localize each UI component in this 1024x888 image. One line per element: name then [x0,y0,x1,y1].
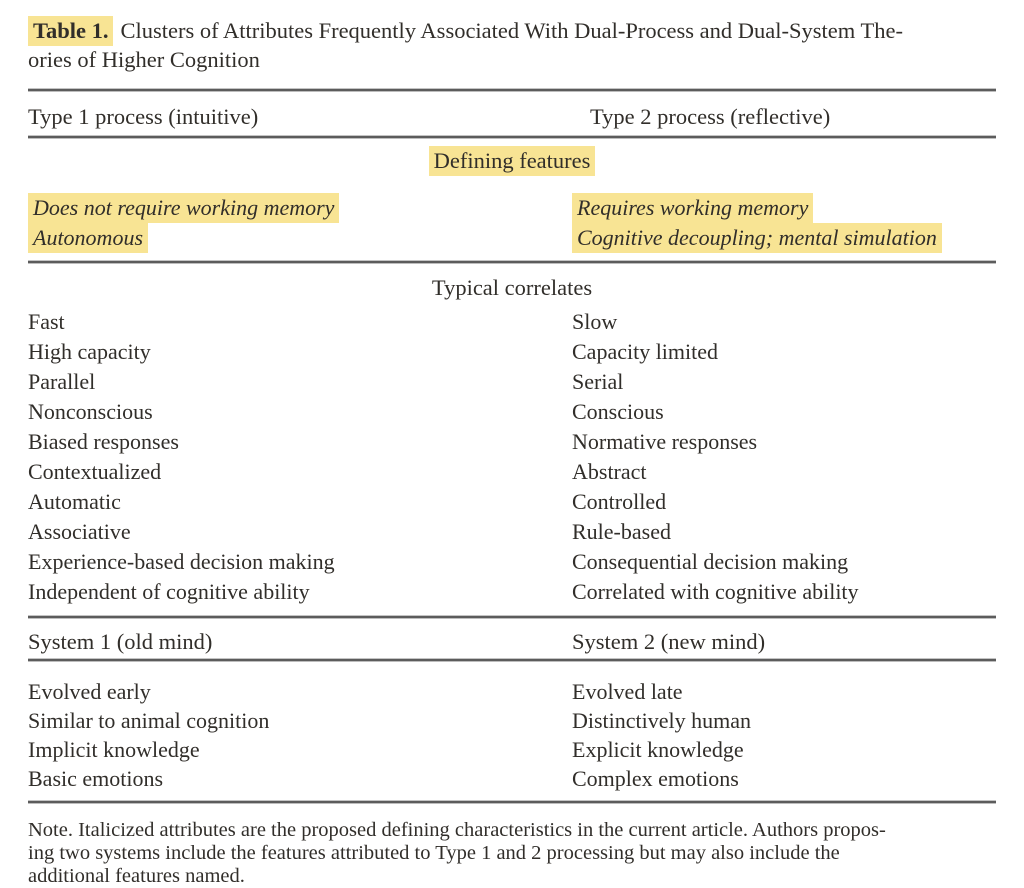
column-header-type2: Type 2 process (reflective) [590,104,831,129]
type2-cell: Capacity limited [572,339,719,364]
attribute-row [28,397,996,427]
attribute-row [28,487,996,517]
type1-cell: Automatic [28,489,121,514]
type2-cell: Abstract [572,459,647,484]
type2-cell: Conscious [572,399,664,424]
type1-cell: Nonconscious [28,399,153,424]
note-line-1: Note. Italicized attributes are the proposed defining characteristics in the current article. Authors propos- [28,819,886,841]
system1-cell: Basic emotions [28,766,164,791]
system-header-row [28,618,996,654]
attribute-row [28,427,996,457]
type2-cell: Cognitive decoupling; mental simulation [572,223,996,253]
type2-cell: Consequential decision making [572,549,849,574]
table-note [28,819,996,888]
section-header-defining-features [28,148,996,173]
type2-cell: Requires working memory [572,193,996,223]
type2-cell: Serial [572,369,624,394]
type1-cell: Fast [28,309,65,334]
attribute-row [28,337,996,367]
caption-line-1: Clusters of Attributes Frequently Associated With Dual-Process and Dual-System The- [120,18,903,43]
horizontal-rule-bottom [28,801,996,803]
attribute-row [28,735,996,764]
type1-cell: Contextualized [28,459,162,484]
defining-features-rows [28,193,996,253]
type1-cell: Independent of cognitive ability [28,579,310,604]
type2-cell: Normative responses [572,429,758,454]
type1-cell: Autonomous [28,223,572,253]
type1-cell: Associative [28,519,131,544]
section-header-typical-correlates: Typical correlates [431,275,593,300]
system1-cell: Implicit knowledge [28,737,200,762]
table-number-label: Table 1. [28,16,113,46]
attribute-row [28,307,996,337]
type1-cell: Biased responses [28,429,179,454]
system1-cell: Similar to animal cognition [28,708,270,733]
attribute-row [28,547,996,577]
table-caption [28,0,996,74]
type2-cell: Slow [572,309,618,334]
system1-cell: Evolved early [28,679,151,704]
type2-cell: Rule-based [572,519,671,544]
system2-cell: Explicit knowledge [572,737,744,762]
note-line-3: additional features named. [28,865,245,887]
type2-cell: Controlled [572,489,667,514]
system2-cell: Distinctively human [572,708,752,733]
attribute-row [28,223,996,253]
note-line-2: ing two systems include the features attributed to Type 1 and 2 processing but may also include the [28,842,840,864]
attribute-row [28,367,996,397]
type1-cell: Does not require working memory [28,193,572,223]
system2-cell: Evolved late [572,679,683,704]
type1-cell: Experience-based decision making [28,549,335,574]
type1-cell: High capacity [28,339,151,364]
defining-features-highlight: Defining features [429,146,596,176]
type1-cell: Parallel [28,369,96,394]
column-header-type1: Type 1 process (intuitive) [28,104,259,129]
system2-cell: Complex emotions [572,766,739,791]
typical-correlates-rows [28,307,996,607]
attribute-row [28,764,996,793]
attribute-row [28,677,996,706]
horizontal-rule-below-headers [28,136,996,138]
type2-cell: Correlated with cognitive ability [572,579,859,604]
attribute-row [28,517,996,547]
system-rows [28,677,996,793]
attribute-row [28,577,996,607]
attribute-row [28,457,996,487]
horizontal-rule-below-system-headers [28,659,996,661]
attribute-row [28,706,996,735]
column-header-row [28,91,996,129]
caption-line-2: ories of Higher Cognition [28,47,260,72]
system2-header: System 2 (new mind) [572,629,766,654]
attribute-row [28,193,996,223]
system1-header: System 1 (old mind) [28,629,213,654]
horizontal-rule-below-defining [28,261,996,263]
